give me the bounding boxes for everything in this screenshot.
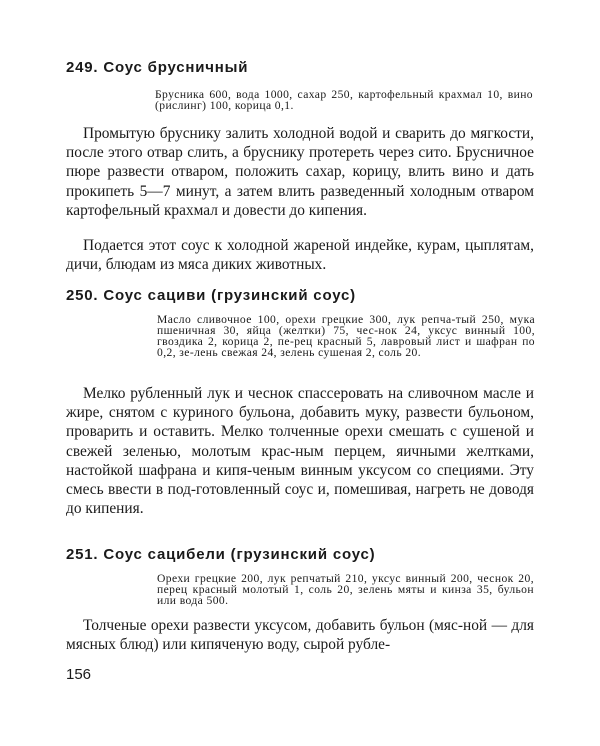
- recipe-249-serving: Подается этот соус к холодной жареной индейке, курам, цыплятам, дичи, блюдам из мяса диких животных.: [66, 237, 534, 274]
- page-number: 156: [66, 666, 92, 683]
- recipe-251-method: Толченые орехи развести уксусом, добавить бульон (мяс-ной — для мясных блюд) или кипяченую воду, сырой рубле-: [66, 617, 534, 654]
- recipe-249-heading: 249. Соус брусничный: [66, 59, 249, 76]
- recipe-250-heading: 250. Соус сациви (грузинский соус): [66, 287, 356, 304]
- recipe-251-heading: 251. Соус сацибели (грузинский соус): [66, 546, 376, 563]
- recipe-251-ingredients: Орехи грецкие 200, лук репчатый 210, уксус винный 200, чеснок 20, перец красный молотый 1, соль 20, зелень мяты и кинза 35, бульон или вода 500.: [157, 572, 534, 607]
- recipe-250-ingredients: Масло сливочное 100, орехи грецкие 300, лук репча-тый 250, мука пшеничная 30, яйца (желтки) 75, чес-нок 24, уксус винный 100, гвоздика 2, корица 2, пе-рец красный 5, лавровый лист и шафран по 0,2, зе-лень свежая 24, зелень сушеная 2, соль 20.: [157, 313, 535, 359]
- recipe-249-method: Промытую бруснику залить холодной водой и сварить до мягкости, после этого отвар слить, а бруснику протереть через сито. Брусничное пюре развести отваром, положить сахар, корицу, влить вино и дать прокипеть 5—7 минут, а затем влить разведенный холодным отваром картофельный крахмал и довести до кипения.: [66, 125, 534, 219]
- recipe-250-method: Мелко рубленный лук и чеснок спассеровать на сливочном масле и жире, снятом с куриного бульона, добавить муку, развести бульоном, проварить и оставить. Мелко толченные орехи смешать с сушеной и свежей зеленью, молотым крас-ным перцем, яичными желтками, настойкой шафрана и кипя-ченым винным уксусом со специями. Эту смесь ввести в под-готовленный соус и, помешивая, нагреть не доводя до кипения.: [66, 385, 534, 518]
- recipe-249-ingredients: Брусника 600, вода 1000, сахар 250, картофельный крахмал 10, вино (рислинг) 100, корица 0,1.: [155, 88, 533, 112]
